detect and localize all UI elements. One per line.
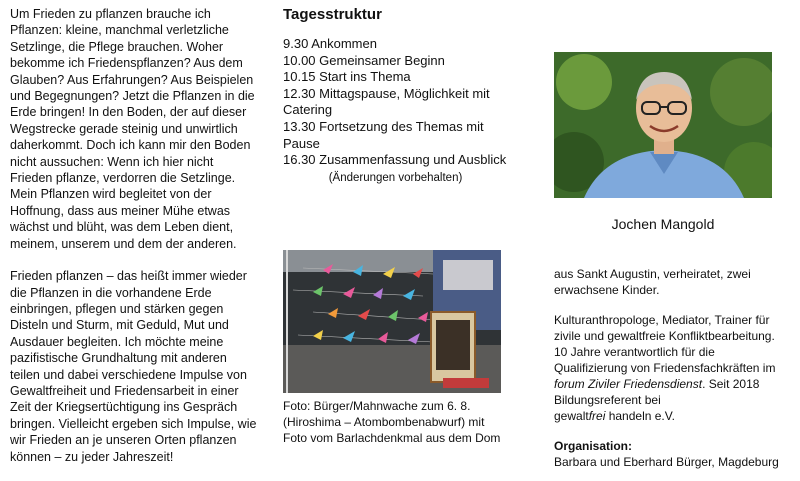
- intro-paragraph-2: Frieden pflanzen – das heißt immer wieder die Pflanzen in die vorhandene Erde einbringen, pflegen und stärken gegen Disteln und Sturm, mit Geduld, Mut und Ausdauer begleiten. Ich möchte meine pazifistische Grundhaltung mit anderen teilen und dabei verschiedene Impulse von Gewaltfreiheit und Friedensarbeit in einer Zeit der Kriegsertüchtigung ins Gespräch bringen. Vielleicht ergeben sich Impulse, wie wir Frieden an je unseren Orten pflanzen können – zu jeder Jahreszeit!: [10, 269, 257, 464]
- schedule-item: 10.00 Gemeinsamer Beginn: [283, 52, 445, 68]
- schedule-item: 10.15 Start ins Thema: [283, 69, 411, 85]
- speaker-bio-2: [554, 312, 790, 424]
- bio-text: . Seit 2018 Bildungsreferent bei: [554, 377, 760, 407]
- organisation-name: Barbara und Eberhard Bürger, Magdeburg: [554, 455, 779, 469]
- photo-caption: Foto: Bürger/Mahnwache zum 6. 8. (Hiroshima – Atombombenabwurf) mit Foto vom Barlachdenkmal aus dem Dom: [283, 399, 501, 445]
- bio-org: gewalt: [554, 409, 589, 423]
- organisation-label: Organisation:: [554, 439, 633, 453]
- bio-text: Kulturanthropologe, Mediator, Trainer für zivile und gewaltfreie Konfliktbearbeitung. 10 Jahre verantwortlich für die Qualifizierung von Friedensfachkräften im: [554, 313, 776, 375]
- speaker-portrait: [554, 52, 772, 198]
- speaker-bio-1: aus Sankt Augustin, verheiratet, zwei erwachsene Kinder.: [554, 267, 751, 297]
- schedule-list: [283, 36, 508, 169]
- schedule-heading: Tagesstruktur: [283, 6, 382, 23]
- speaker-bio-column: [554, 266, 790, 470]
- vigil-photo: [283, 250, 501, 393]
- schedule-column: [283, 6, 508, 186]
- schedule-note: (Änderungen vorbehalten): [328, 171, 463, 184]
- intro-paragraph-1: Um Frieden zu pflanzen brauche ich Pflanzen: kleine, manchmal verletzliche Setzlinge, die Pflege brauchen. Woher bekomme ich Friedenspflanzen? Aus dem Glauben? Aus Erfahrungen? Aus Beispielen und Begegnungen? Jetzt die Pflanzen in die Erde bringen! In den Boden, der auf dieser Wegstrecke gerade steinig und unwirtlich daherkommt. Doch ich kann mir den Boden nicht aussuchen: Wenn ich hier nicht Frieden pflanze, verdorren die Setzlinge. Mein Pflanzen wird begleitet von der Hoffnung, dass aus meiner Mühe etwas wächst und blüht, was dem Leben dient, meinem, unserem und dem der anderen.: [10, 7, 255, 251]
- schedule-item: 13.30 Fortsetzung des Themas mit Pause: [283, 118, 484, 151]
- speaker-name: Jochen Mangold: [611, 216, 715, 232]
- bio-forum-name: forum Ziviler Friedensdienst: [554, 377, 703, 391]
- schedule-item: 9.30 Ankommen: [283, 36, 377, 51]
- bio-org: handeln e.V.: [605, 409, 675, 423]
- intro-column: [10, 6, 258, 481]
- bio-org-italic: frei: [588, 409, 606, 423]
- schedule-item: 12.30 Mittagspause, Möglichkeit mit Catering: [283, 85, 490, 118]
- schedule-item: 16.30 Zusammenfassung und Ausblick: [283, 152, 507, 168]
